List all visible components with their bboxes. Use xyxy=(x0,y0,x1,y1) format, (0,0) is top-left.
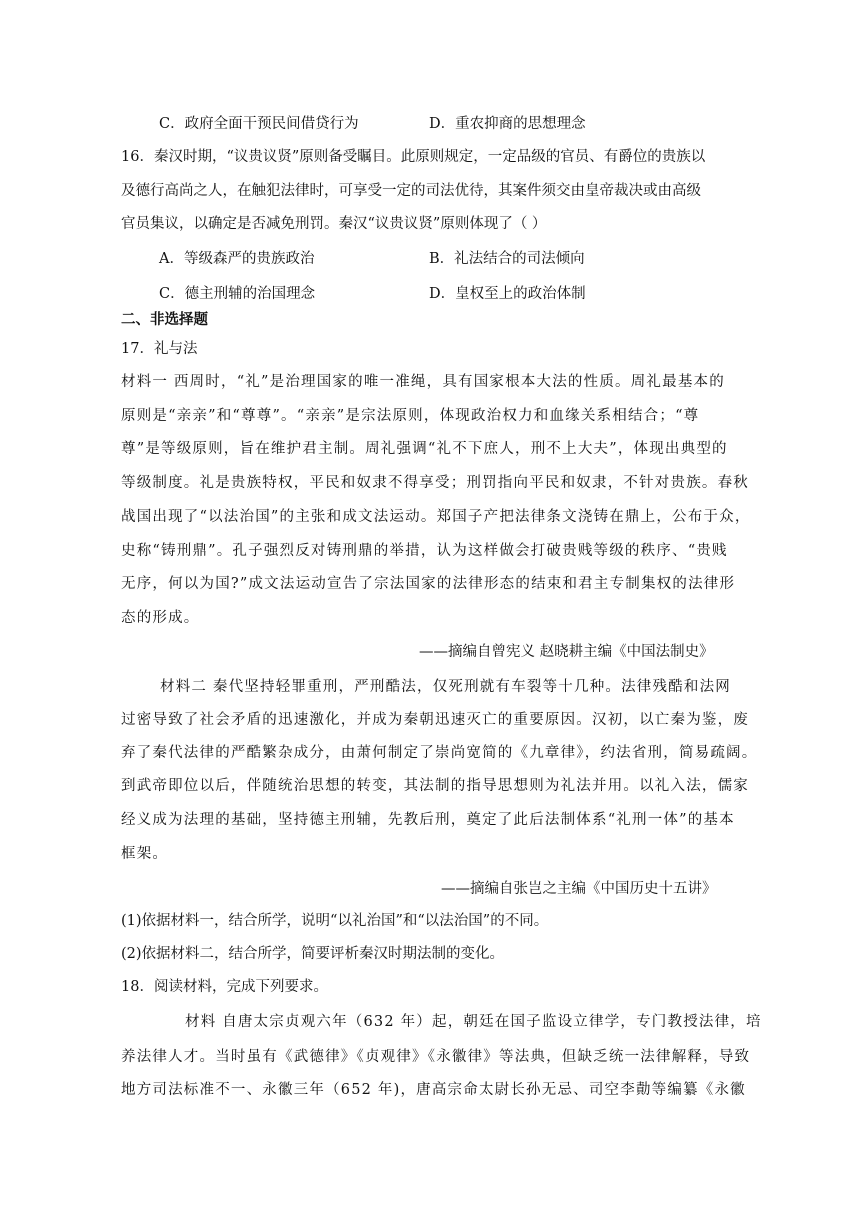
q17-material2-line: 经义成为法理的基础，坚持德主刑辅，先教后刑，奠定了此后法制体系“礼刑一体”的基本 xyxy=(121,812,735,828)
q15-option-c: C．政府全面干预民间借贷行为 xyxy=(159,116,359,132)
q17-material2-line: 过密导致了社会矛盾的迅速激化，并成为秦朝迅速灭亡的重要原因。汉初，以亡秦为鉴，废 xyxy=(121,712,749,728)
q17-title: 17．礼与法 xyxy=(121,341,198,357)
q16-option-c: C．德主刑辅的治国理念 xyxy=(159,286,316,302)
q16-stem-line: 16．秦汉时期，“议贵议贤”原则备受瞩目。此原则规定，一定品级的官员、有爵位的贵族以 xyxy=(121,149,706,165)
q16-option-d: D．皇权至上的政治体制 xyxy=(429,286,586,302)
q18-material-line: 材料 自唐太宗贞观六年（632 年）起，朝廷在国子监设立律学，专门教授法律，培 xyxy=(185,1014,762,1030)
q17-material1-line: 材料一 西周时，“礼”是治理国家的唯一准绳，具有国家根本大法的性质。周礼最基本的 xyxy=(121,374,725,390)
q17-material1-line: 无序，何以为国?”成文法运动宣告了宗法国家的法律形态的结束和君主专制集权的法律形 xyxy=(121,576,736,592)
q17-material2-line: 到武帝即位以后，伴随统治思想的转变，其法制的指导思想则为礼法并用。以礼入法，儒家 xyxy=(121,778,749,794)
q17-question-2: (2)依据材料二，结合所学，简要评析秦汉时期法制的变化。 xyxy=(121,946,505,962)
q16-option-b: B．礼法结合的司法倾向 xyxy=(429,251,585,267)
section-heading: 二、非选择题 xyxy=(121,311,208,328)
q17-material1-line: 尊”是等级原则，旨在维护君主制。周礼强调“礼不下庶人，刑不上大夫”，体现出典型的 xyxy=(121,441,728,457)
q16-stem-line: 官员集议，以确定是否减免刑罚。秦汉“议贵议贤”原则体现了（ ） xyxy=(121,216,547,232)
q17-material1-line: 原则是“亲亲”和“尊尊”。“亲亲”是宗法原则，体现政治权力和血缘关系相结合；“尊 xyxy=(121,408,700,424)
q17-material1-line: 等级制度。礼是贵族特权，平民和奴隶不得享受；刑罚指向平民和奴隶，不针对贵族。春秋 xyxy=(121,475,749,491)
q17-material2-line: 框架。 xyxy=(121,846,169,862)
q17-material2-line: 材料二 秦代坚持轻罪重刑，严刑酷法，仅死刑就有车裂等十几种。法律残酷和法网 xyxy=(160,679,732,695)
q17-material1-line: 态的形成。 xyxy=(121,610,200,626)
q18-title: 18．阅读材料，完成下列要求。 xyxy=(121,979,328,995)
q17-material1-line: 战国出现了“以法治国”的主张和成文法运动。郑国子产把法律条文浇铸在鼎上，公布于众， xyxy=(121,509,751,525)
q15-option-d: D．重农抑商的思想理念 xyxy=(429,116,586,132)
q16-option-a: A．等级森严的贵族政治 xyxy=(159,251,315,267)
q17-material2-line: 弃了秦代法律的严酷繁杂成分，由萧何制定了崇尚宽简的《九章律》，约法省刑，简易疏阔。 xyxy=(121,745,758,761)
q18-material-line: 养法律人才。当时虽有《武德律》《贞观律》《永徽律》等法典，但缺乏统一法律解释，导致 xyxy=(121,1049,751,1065)
q17-material1-source: ——摘编自曾宪义 赵晓耕主编《中国法制史》 xyxy=(419,644,714,660)
q17-material1-line: 史称“铸刑鼎”。孔子强烈反对铸刑鼎的举措，认为这样做会打破贵贱等级的秩序、“贵贱 xyxy=(121,543,728,559)
q17-question-1: (1)依据材料一，结合所学，说明“以礼治国”和“以法治国”的不同。 xyxy=(121,913,549,929)
q17-material2-source: ——摘编自张岂之主编《中国历史十五讲》 xyxy=(441,881,717,897)
q16-stem-line: 及德行高尚之人，在触犯法律时，可享受一定的司法优待，其案件须交由皇帝裁决或由高级 xyxy=(121,183,701,199)
q18-material-line: 地方司法标准不一、永徽三年（652 年)，唐高宗命太尉长孙无忌、司空李勣等编纂《永徽 xyxy=(121,1082,746,1098)
